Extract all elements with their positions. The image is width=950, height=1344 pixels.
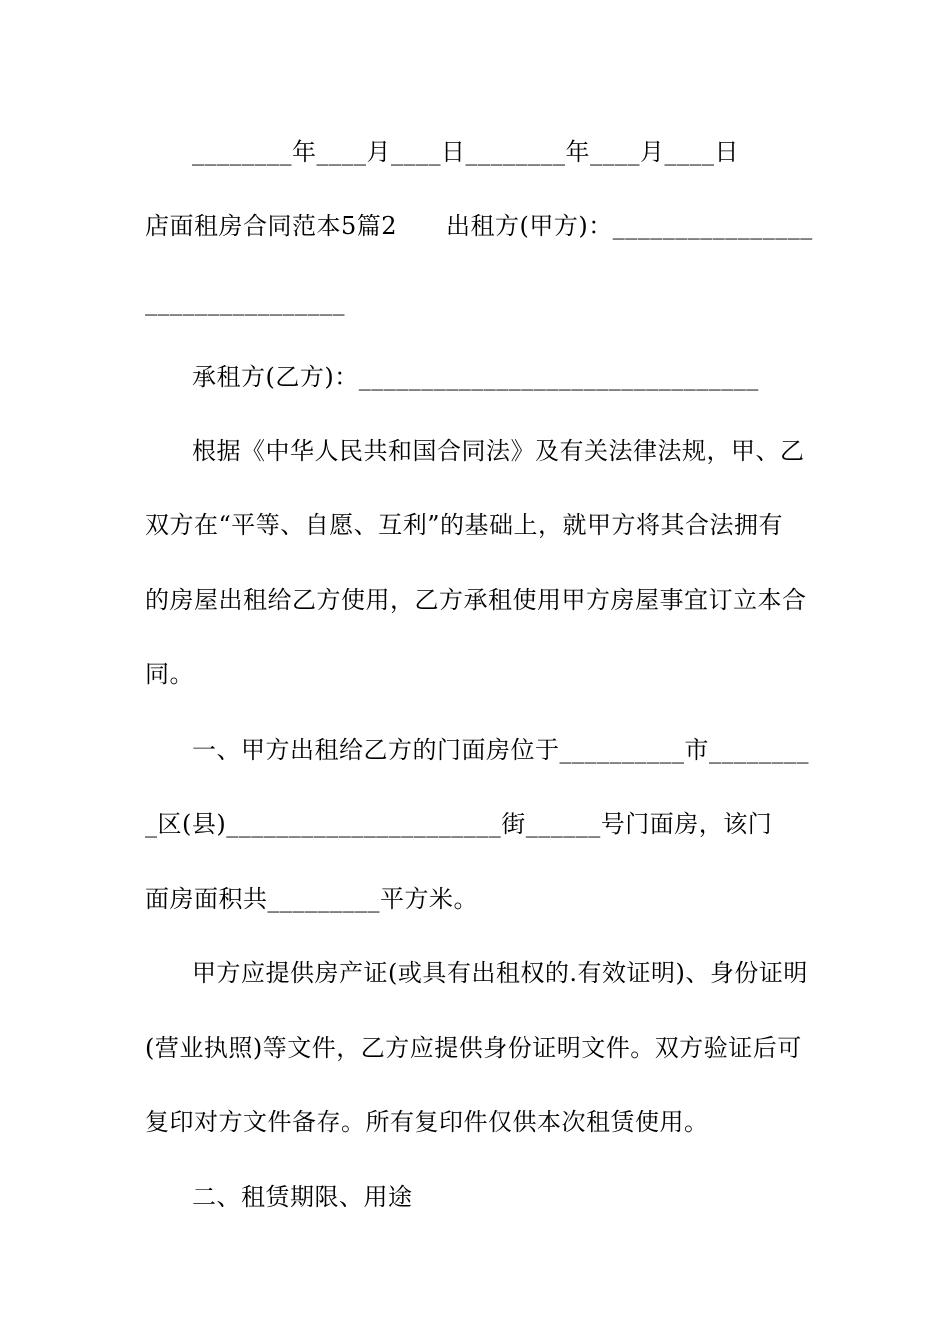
paragraph-line: 复印对方文件备存。所有复印件仅供本次租赁使用。: [145, 1108, 709, 1136]
lessor-blank-line: ________________: [145, 288, 345, 316]
paragraph-line: 甲方应提供房产证(或具有出租权的.有效证明)、身份证明: [192, 959, 808, 987]
paragraph-line: (营业执照)等文件，乙方应提供身份证明文件。双方验证后可: [145, 1034, 802, 1062]
clause-one-line: 一、甲方出租给乙方的门面房位于__________市________: [192, 736, 809, 764]
lessee-line: 承租方(乙方)：________________________________: [192, 363, 759, 391]
paragraph-line: 的房屋出租给乙方使用，乙方承租使用甲方房屋事宜订立本合: [145, 586, 807, 614]
paragraph-line: 双方在“平等、自愿、互利”的基础上，就甲方将其合法拥有: [145, 511, 784, 539]
section-heading: 二、租赁期限、用途: [192, 1183, 413, 1211]
clause-one-line: 面房面积共_________平方米。: [145, 885, 478, 913]
paragraph-line: 根据《中华人民共和国合同法》及有关法律法规，甲、乙: [192, 437, 805, 465]
title-lessor-line: 店面租房合同范本5篇2 出租方(甲方)：________________: [145, 212, 813, 240]
clause-one-line: _区(县)______________________街______号门面房，该门: [145, 810, 773, 838]
signature-date-line: ________年____月____日________年____月____日: [192, 138, 739, 166]
paragraph-line: 同。: [145, 660, 194, 688]
